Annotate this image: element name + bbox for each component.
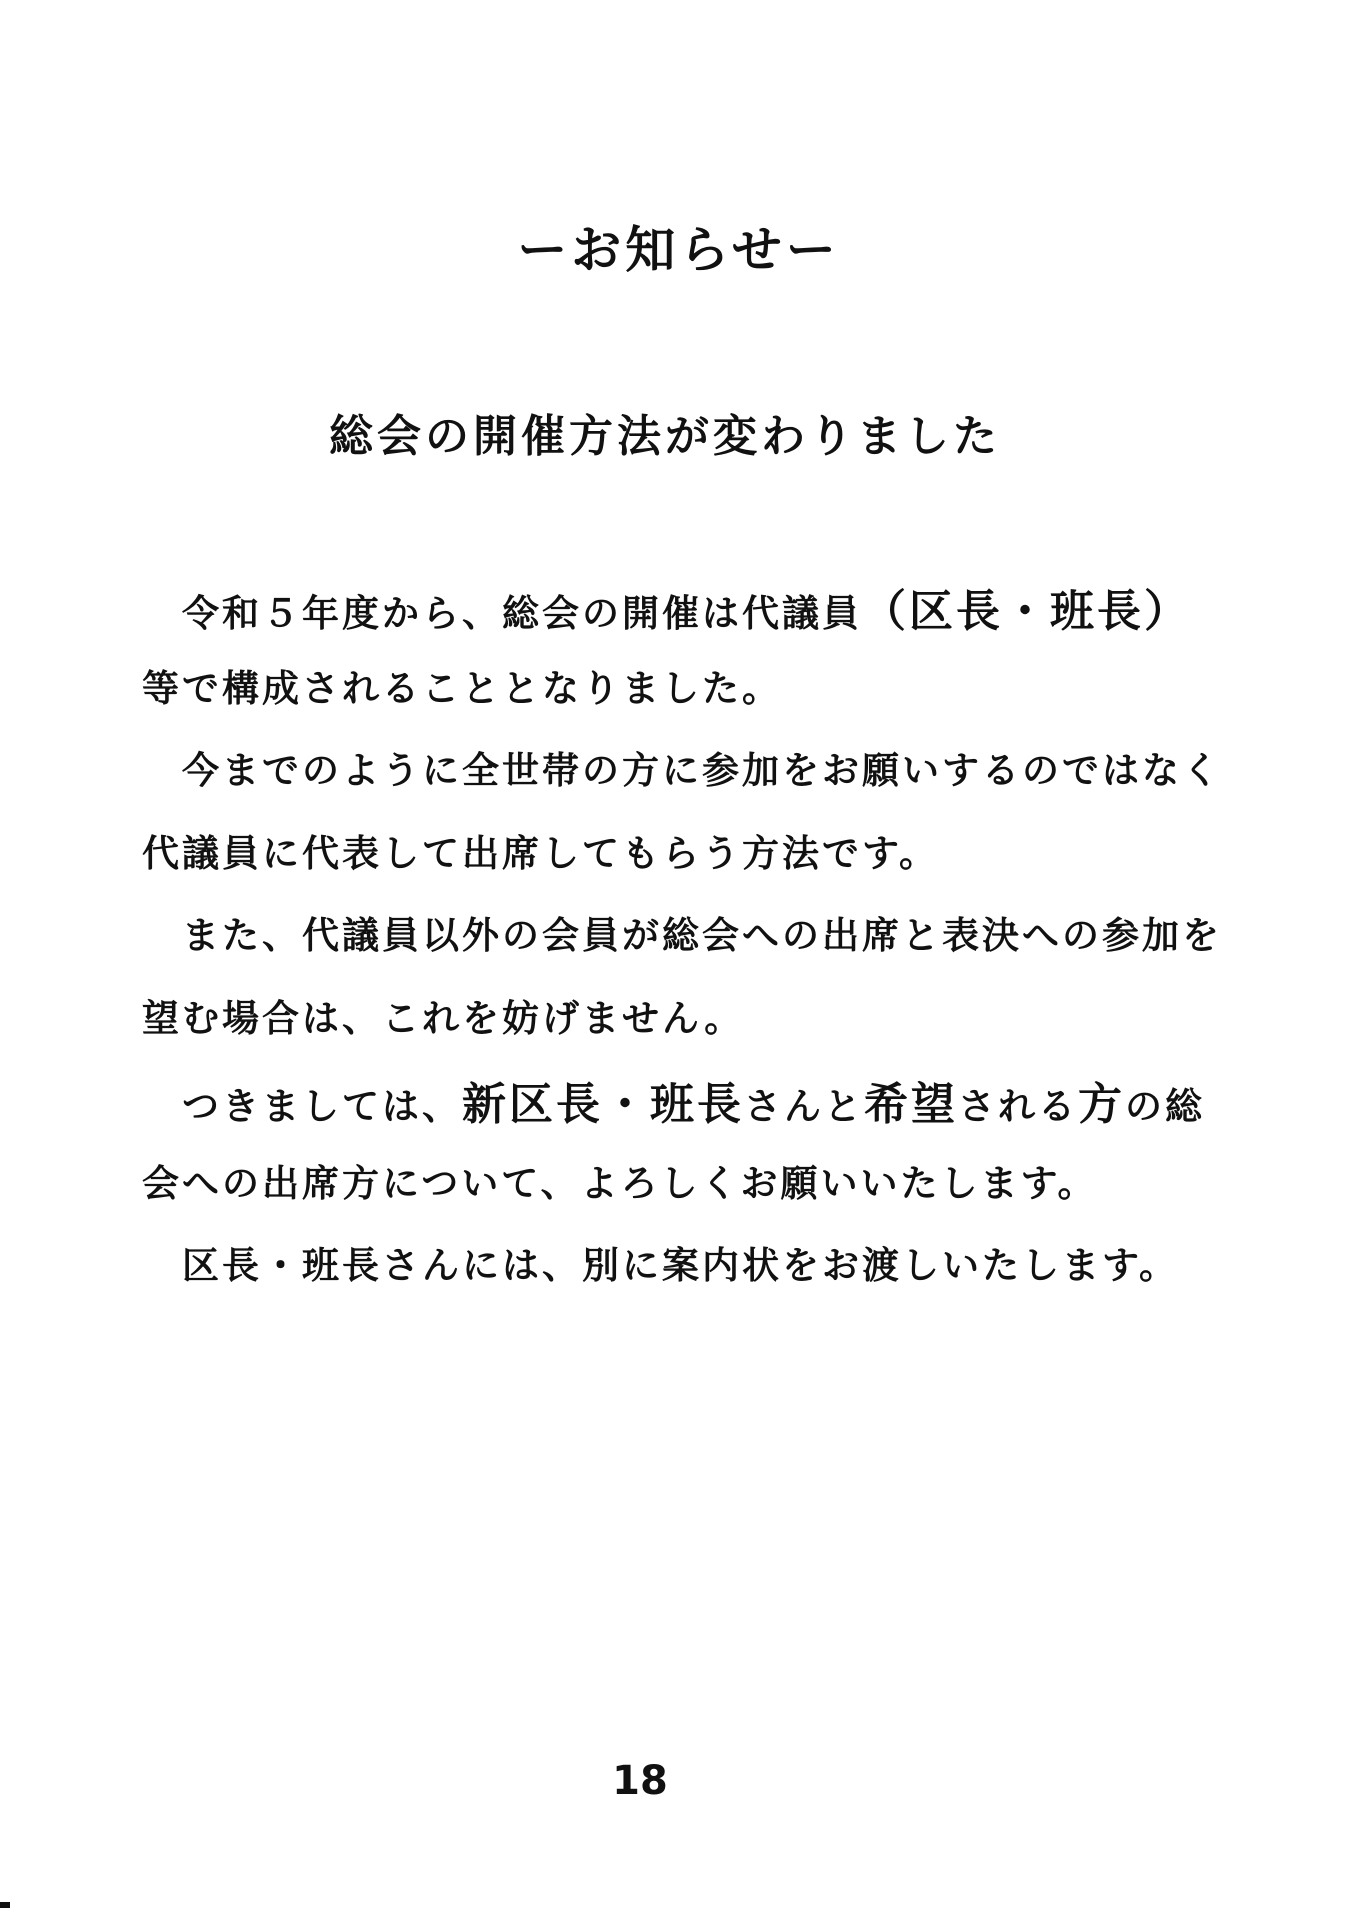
- paragraph-4-emphasis-a: 新区長・班長: [462, 1079, 744, 1130]
- paragraph-4-text-c: される: [958, 1085, 1078, 1128]
- paragraph-4-text-b: さんと: [744, 1085, 864, 1128]
- paragraph-2-line-1: 今までのように全世帯の方に参加をお願いするのではなく: [182, 749, 1222, 792]
- paragraph-1-line-1: [182, 575, 1191, 639]
- paragraph-5-line-1: 区長・班長さんには、別に案内状をお渡しいたします。: [182, 1244, 1180, 1287]
- paragraph-4-emphasis-c: 方: [1078, 1079, 1125, 1130]
- paragraph-4-text-a: つきましては、: [182, 1085, 462, 1128]
- paragraph-1-text: 令和５年度から、総会の開催は代議員: [182, 592, 862, 635]
- paragraph-4-text-d: の総: [1125, 1085, 1205, 1128]
- paragraph-3-line-1: また、代議員以外の会員が総会への出席と表決への参加を: [182, 914, 1222, 957]
- paragraph-3-line-2: 望む場合は、これを妨げません。: [142, 997, 745, 1040]
- paragraph-4-line-1: [182, 1068, 1205, 1132]
- paragraph-2-line-2: 代議員に代表して出席してもらう方法です。: [142, 832, 940, 875]
- page-number: 18: [612, 1758, 668, 1804]
- paragraph-4-line-2: 会への出席方について、よろしくお願いいたします。: [142, 1162, 1098, 1205]
- notice-subheading: 総会の開催方法が変わりました: [329, 411, 1001, 462]
- scan-edge-mark: [0, 1902, 10, 1908]
- paragraph-1-line-2: 等で構成されることとなりました。: [142, 667, 782, 710]
- notice-heading: ーお知らせー: [517, 221, 840, 279]
- paragraph-1-emphasis: （区長・班長）: [862, 586, 1191, 637]
- paragraph-4-emphasis-b: 希望: [864, 1079, 958, 1130]
